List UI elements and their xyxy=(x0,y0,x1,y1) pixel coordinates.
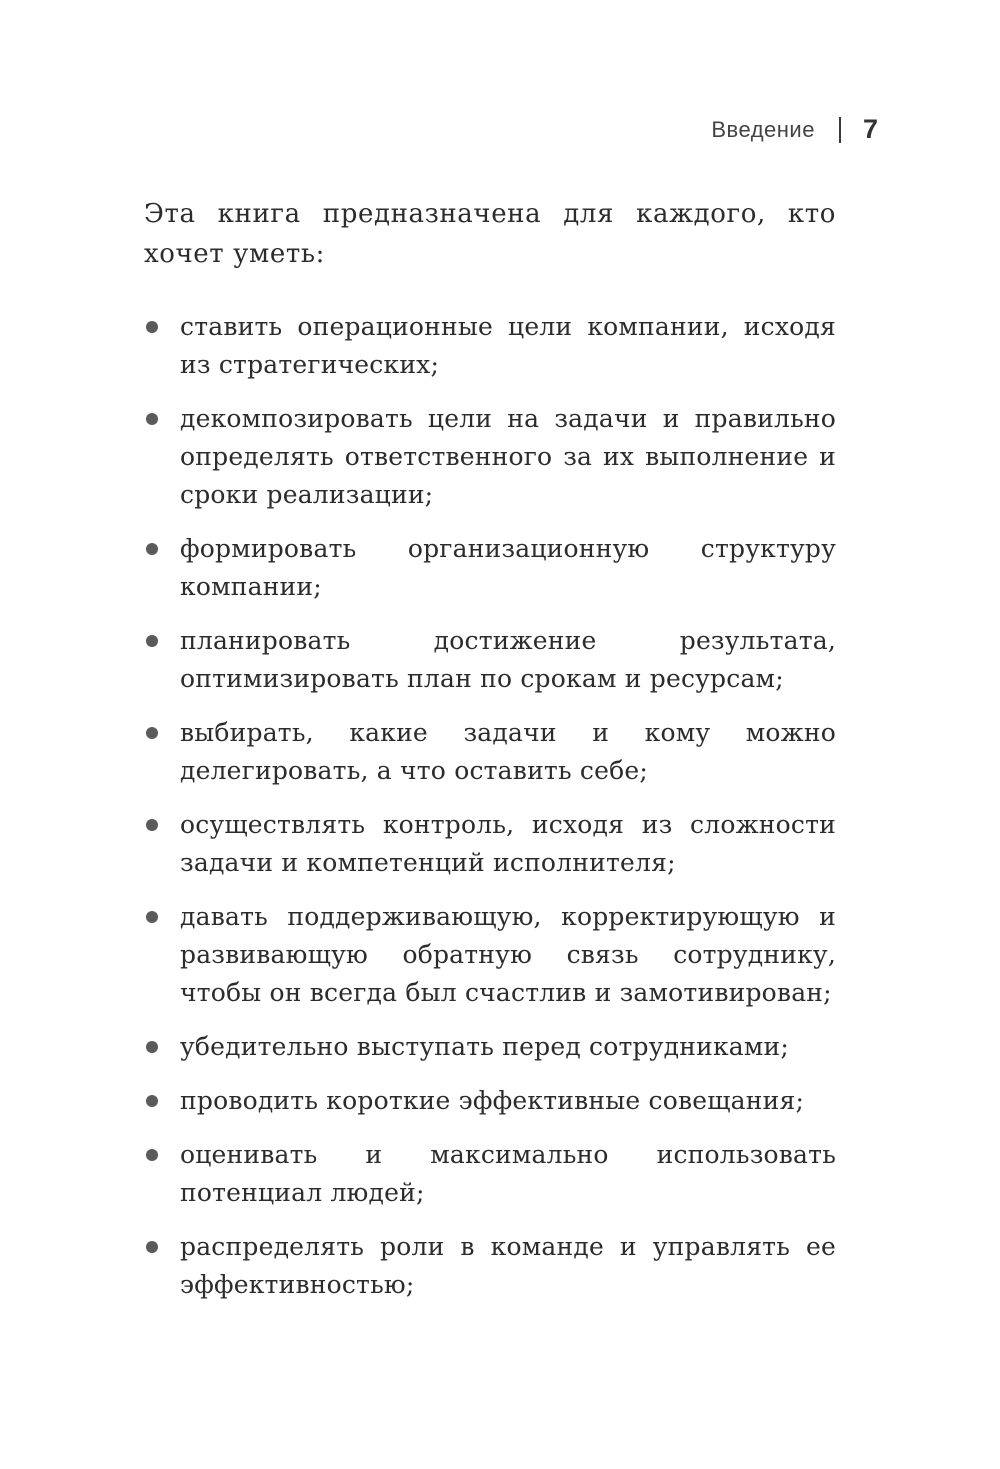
list-item xyxy=(144,1028,836,1066)
list-item xyxy=(144,1136,836,1212)
bullet-icon xyxy=(146,1241,158,1253)
list-item-text: убедительно выступать перед сотрудниками; xyxy=(180,1032,790,1061)
list-item xyxy=(144,622,836,698)
section-title: Введение xyxy=(711,116,815,142)
list-item-text: давать поддерживающую, корректирующую и развивающую обратную связь сотруднику, чтобы он всегда был счастлив и замотивирован; xyxy=(180,902,836,1007)
list-item-text: декомпозировать цели на задачи и правильно определять ответственного за их выполнение и сроки реализации; xyxy=(180,404,836,509)
list-item-text: распределять роли в команде и управлять ее эффективностью; xyxy=(180,1232,836,1299)
bullet-icon xyxy=(146,321,158,333)
bullet-icon xyxy=(146,1041,158,1053)
list-item xyxy=(144,806,836,882)
bullet-icon xyxy=(146,413,158,425)
list-item xyxy=(144,530,836,606)
intro-paragraph: Эта книга предназначена для каждого, кто хочет уметь: xyxy=(144,199,836,269)
bullet-icon xyxy=(146,727,158,739)
list-item-text: ставить операционные цели компании, исходя из стратегических; xyxy=(180,312,836,379)
bullet-icon xyxy=(146,635,158,647)
list-item-text: планировать достижение результата, оптимизировать план по срокам и ресурсам; xyxy=(180,626,836,693)
list-item xyxy=(144,898,836,1012)
bullet-icon xyxy=(146,819,158,831)
list-item xyxy=(144,1082,836,1120)
page-body xyxy=(144,194,836,1320)
list-item xyxy=(144,400,836,514)
bullet-icon xyxy=(146,543,158,555)
bullet-icon xyxy=(146,1149,158,1161)
bullet-icon xyxy=(146,911,158,923)
list-item xyxy=(144,308,836,384)
running-header xyxy=(711,114,878,145)
list-item xyxy=(144,714,836,790)
header-divider xyxy=(839,117,841,143)
list-item xyxy=(144,1228,836,1304)
list-item-text: осуществлять контроль, исходя из сложности задачи и компетенций исполнителя; xyxy=(180,810,836,877)
list-item-text: проводить короткие эффективные совещания; xyxy=(180,1086,805,1115)
list-item-text: выбирать, какие задачи и кому можно делегировать, а что оставить себе; xyxy=(180,718,836,785)
page-number: 7 xyxy=(862,114,878,144)
bullet-list xyxy=(144,308,836,1304)
list-item-text: оценивать и максимально использовать потенциал людей; xyxy=(180,1140,836,1207)
list-item-text: формировать организационную структуру компании; xyxy=(180,534,836,601)
bullet-icon xyxy=(146,1095,158,1107)
